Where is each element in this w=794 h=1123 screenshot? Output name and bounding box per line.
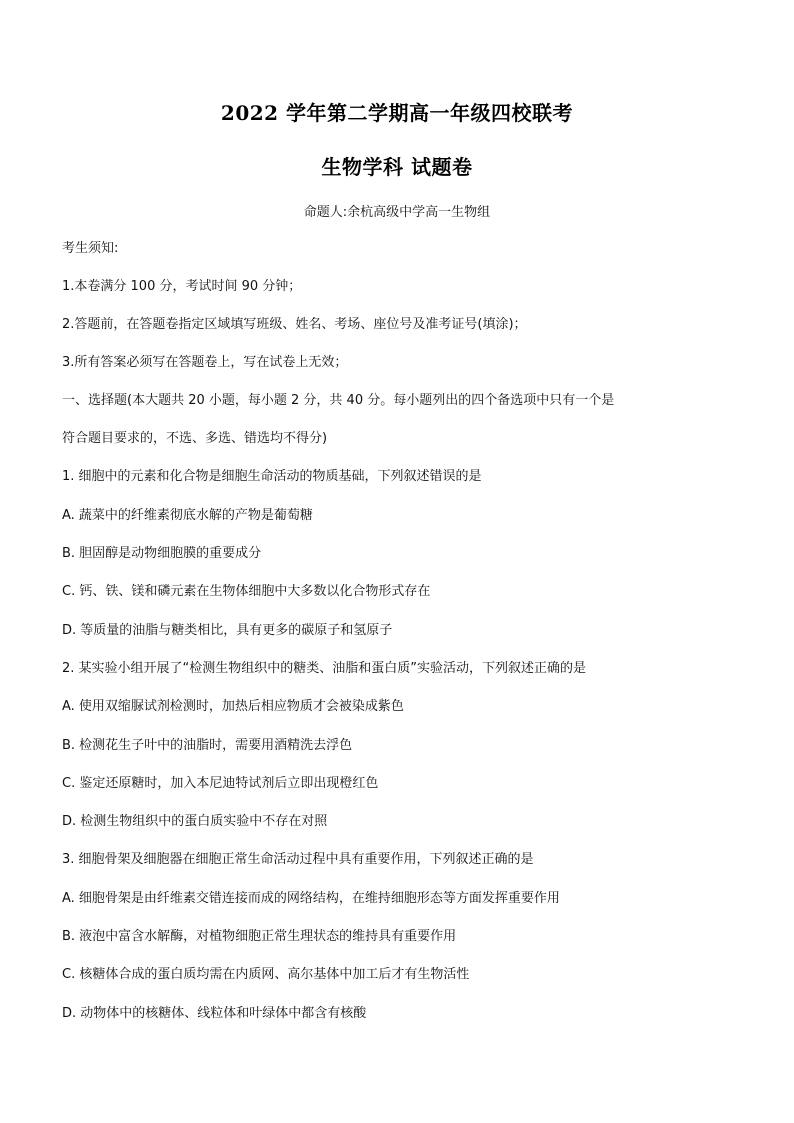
exam-title: 2022 学年第二学期高一年级四校联考 bbox=[220, 101, 574, 125]
exam-author: 命题人:余杭高级中学高一生物组 bbox=[303, 205, 491, 220]
question-1-option-d: D. 等质量的油脂与糖类相比，具有更多的碳原子和氢原子 bbox=[62, 623, 393, 638]
question-3-option-b: B. 液泡中富含水解酶，对植物细胞正常生理状态的维持具有重要作用 bbox=[62, 929, 457, 944]
question-2-option-d: D. 检测生物组织中的蛋白质实验中不存在对照 bbox=[62, 814, 328, 829]
question-1-stem: 1. 细胞中的元素和化合物是细胞生命活动的物质基础，下列叙述错误的是 bbox=[62, 469, 482, 484]
question-3-option-a: A. 细胞骨架是由纤维素交错连接而成的网络结构，在维持细胞形态等方面发挥重要作用 bbox=[62, 891, 560, 906]
question-3-option-d: D. 动物体中的核糖体、线粒体和叶绿体中都含有核酸 bbox=[62, 1006, 367, 1021]
question-1-option-a: A. 蔬菜中的纤维素彻底水解的产物是葡萄糖 bbox=[62, 508, 313, 523]
notice-item-1: 1.本卷满分 100 分，考试时间 90 分钟； bbox=[62, 279, 302, 294]
notice-heading: 考生须知: bbox=[62, 241, 119, 256]
question-2-option-b: B. 检测花生子叶中的油脂时，需要用酒精洗去浮色 bbox=[62, 738, 353, 753]
question-2-stem: 2. 某实验小组开展了“检测生物组织中的糖类、油脂和蛋白质”实验活动，下列叙述正确的是 bbox=[62, 661, 587, 676]
section-instruction-line-2: 符合题目要求的，不选、多选、错选均不得分) bbox=[62, 431, 328, 446]
section-instruction-line-1: 一、选择题(本大题共 20 小题，每小题 2 分，共 40 分。每小题列出的四个备选项中只有一个是 bbox=[62, 393, 615, 408]
question-2-option-a: A. 使用双缩脲试剂检测时，加热后相应物质才会被染成紫色 bbox=[62, 699, 404, 714]
question-3-option-c: C. 核糖体合成的蛋白质均需在内质网、高尔基体中加工后才有生物活性 bbox=[62, 967, 470, 982]
question-3-stem: 3. 细胞骨架及细胞器在细胞正常生命活动过程中具有重要作用，下列叙述正确的是 bbox=[62, 852, 534, 867]
notice-item-2: 2.答题前，在答题卷指定区域填写班级、姓名、考场、座位号及准考证号(填涂)； bbox=[62, 317, 527, 332]
question-1-option-c: C. 钙、铁、镁和磷元素在生物体细胞中大多数以化合物形式存在 bbox=[62, 584, 431, 599]
question-1-option-b: B. 胆固醇是动物细胞膜的重要成分 bbox=[62, 546, 262, 561]
question-2-option-c: C. 鉴定还原糖时，加入本尼迪特试剂后立即出现橙红色 bbox=[62, 776, 379, 791]
notice-item-3: 3.所有答案必须写在答题卷上，写在试卷上无效； bbox=[62, 355, 348, 370]
exam-subtitle: 生物学科 试题卷 bbox=[321, 155, 473, 179]
